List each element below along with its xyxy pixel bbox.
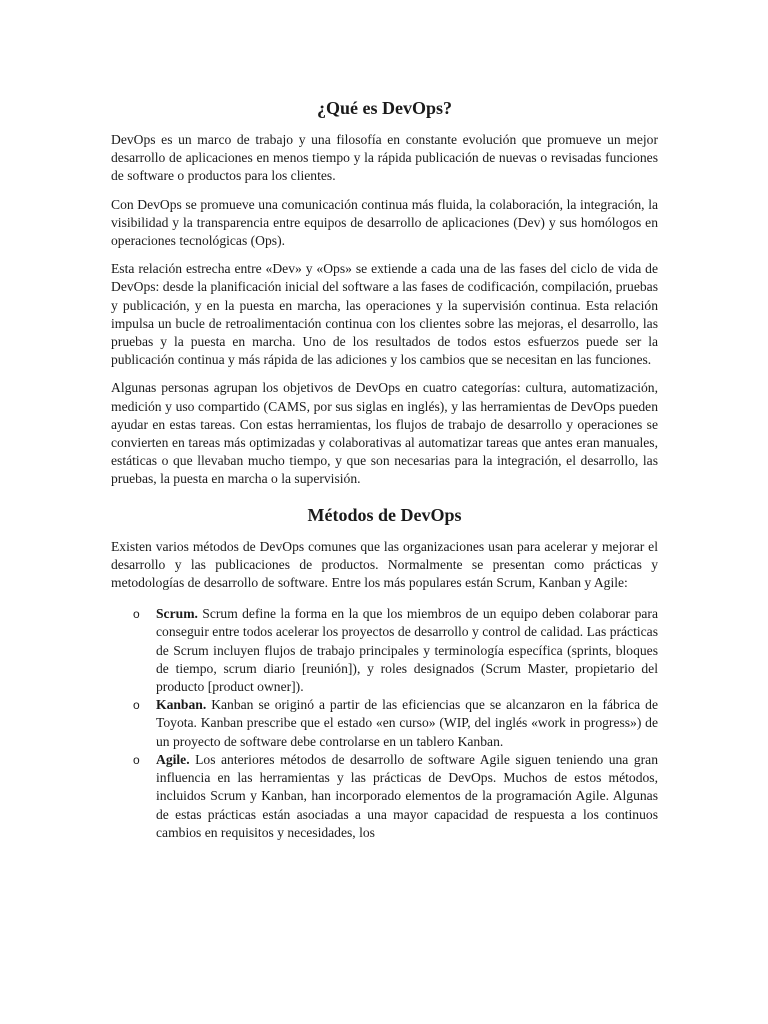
method-text: Los anteriores métodos de desarrollo de software Agile siguen teniendo una gran influencia en las herramientas y las prácticas de DevOps. Muchos de estos métodos, incluidos Scrum y Kanban, han incorporado elementos de la programación Agile. Algunas de estas prácticas están asociadas a una mayor capacidad de respuesta a los continuos cambios en requisitos y necesidades, los — [156, 751, 658, 840]
methods-list — [111, 605, 658, 842]
bullet-icon: o — [133, 698, 140, 713]
document-body — [111, 97, 658, 842]
section-intro: Existen varios métodos de DevOps comunes que las organizaciones usan para acelerar y mejorar el desarrollo y las publicaciones de productos. Normalmente se presentan como prácticas y metodologías de desarrollo de software. Entre los más populares están Scrum, Kanban y Agile: — [111, 538, 658, 591]
method-term: Agile. — [156, 751, 190, 767]
paragraph: DevOps es un marco de trabajo y una filosofía en constante evolución que promueve un mejor desarrollo de aplicaciones en menos tiempo y la rápida publicación de nuevas o revisadas funciones de software o productos para los clientes. — [111, 132, 658, 184]
method-text: Kanban se originó a partir de las eficiencias que se alcanzaron en la fábrica de Toyota. Kanban prescribe que el estado «en curso» (WIP, del inglés «work in progress») de un proyecto de software debe controlarse en un tablero Kanban. — [156, 697, 658, 749]
page-title: ¿Qué es DevOps? — [317, 98, 452, 118]
section-title: Métodos de DevOps — [307, 504, 462, 525]
method-text: Scrum define la forma en la que los miembros de un equipo deben colaborar para conseguir entre todos acelerar los proyectos de desarrollo y control de calidad. Las prácticas de Scrum incluyen flujos de trabajo principales y terminología específica (sprints, bloques de tiempo, scrum diario [reunión]), y roles designados (Scrum Master, propietario del producto [product owner]). — [156, 606, 658, 695]
paragraph: Con DevOps se promueve una comunicación continua más fluida, la colaboración, la integración, la visibilidad y la transparencia entre equipos de desarrollo de aplicaciones (Dev) y sus homólogos en operaciones tecnológicas (Ops). — [111, 196, 658, 249]
bullet-icon: o — [133, 607, 140, 622]
bullet-icon: o — [133, 752, 140, 767]
paragraph: Algunas personas agrupan los objetivos de DevOps en cuatro categorías: cultura, automatización, medición y uso compartido (CAMS, por sus siglas en inglés), y las herramientas de DevOps pueden ayudar en estas tareas. Con estas herramientas, los flujos de trabajo de desarrollo y operaciones se convierten en tareas más optimizadas y colaborativas al automatizar tareas que antes eran manuales, estáticas o que llevaban mucho tiempo, y que son necesarias para la integración, el desarrollo, las pruebas, la puesta en marcha o la supervisión. — [111, 380, 658, 487]
paragraph: Esta relación estrecha entre «Dev» y «Ops» se extiende a cada una de las fases del ciclo de vida de DevOps: desde la planificación inicial del software a las fases de codificación, compilación, pruebas y publicación, y en la puesta en marcha, las operaciones y la supervisión continua. Esta relación impulsa un bucle de retroalimentación continua con los clientes sobre las mejoras, el desarrollo, las pruebas y la puesta en marcha. Uno de los resultados de todos estos esfuerzos puede ser la publicación continua y más rápida de las adiciones y los cambios que se necesitan en las funciones. — [111, 261, 658, 368]
list-item-agile — [111, 751, 658, 842]
list-item-kanban — [111, 696, 658, 751]
list-item-scrum — [111, 605, 658, 696]
method-term: Kanban. — [156, 697, 207, 713]
method-term: Scrum. — [156, 606, 198, 622]
